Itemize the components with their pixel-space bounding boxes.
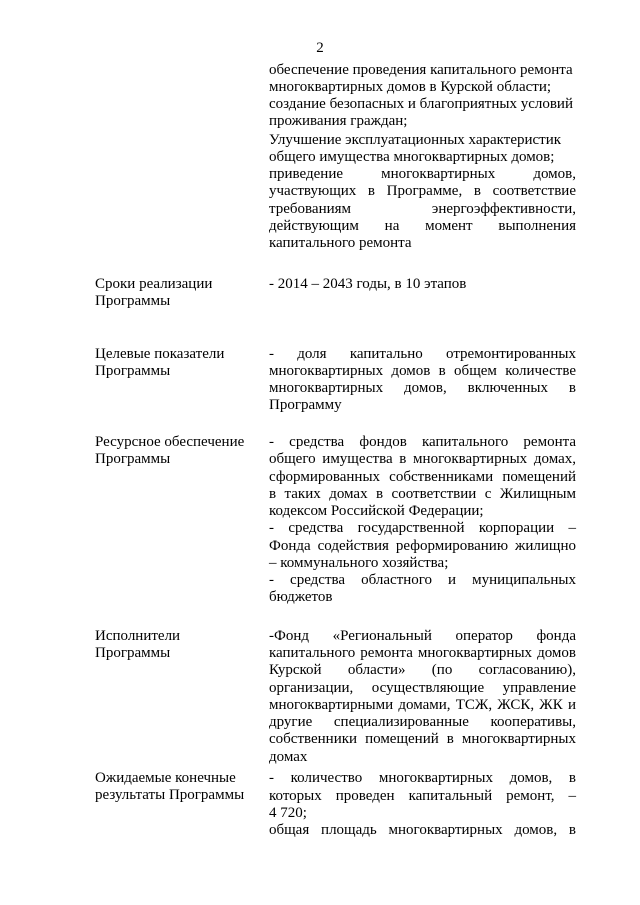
goals-line: общего имущества многоквартирных домов; — [269, 149, 555, 165]
resources-line: бюджетов — [269, 589, 333, 605]
goals-line: действующим на момент выполнения — [269, 218, 576, 234]
label-line: Сроки реализации — [95, 276, 213, 292]
label-line: результаты Программы — [95, 787, 245, 804]
goals-line: приведение многоквартирных домов, — [269, 166, 576, 182]
executors-line: другие специализированные кооперативы, — [269, 714, 576, 730]
resources-line: - средства областного и муниципальных — [269, 572, 576, 588]
executors-line: собственники помещений в многоквартирных — [269, 731, 576, 747]
resources-line: - средства фондов капитального ремонта — [269, 434, 576, 450]
results-line: общая площадь многоквартирных домов, в — [269, 822, 576, 838]
resources-line: – коммунального хозяйства; — [269, 555, 449, 571]
page-number: 2 — [316, 40, 324, 56]
resources-line: Фонда содействия реформированию жилищно — [269, 538, 576, 554]
targets-line: многоквартирных домов, включенных в — [269, 380, 576, 396]
resources-line: в таких домах в соответствии с Жилищным — [269, 486, 576, 502]
goals-line: капитального ремонта — [269, 235, 412, 251]
resources-line: сформированных собственниками помещений — [269, 469, 576, 485]
goals-line: участвующих в Программе, в соответствие — [269, 183, 576, 199]
results-line: - количество многоквартирных домов, в — [269, 770, 576, 786]
results-line: 4 720; — [269, 805, 307, 821]
executors-line: -Фонд «Региональный оператор фонда — [269, 628, 576, 644]
goals-line: требованиям энергоэффективности, — [269, 201, 576, 217]
label-line: Программы — [95, 363, 171, 380]
section-label-targets — [95, 346, 260, 381]
label-line: Исполнители — [95, 628, 181, 644]
label-line: Программы — [95, 293, 171, 310]
goals-line: Улучшение эксплуатационных характеристик — [269, 132, 562, 148]
section-label-results — [95, 770, 260, 805]
goals-line: создание безопасных и благоприятных условий — [269, 96, 573, 112]
executors-line: многоквартирными домами, ТСЖ, ЖСК, ЖК и — [269, 697, 576, 713]
goals-line: проживания граждан; — [269, 113, 408, 129]
executors-line: организации, осуществляющие управление — [269, 680, 576, 696]
results-line: которых проведен капитальный ремонт, – — [269, 788, 576, 804]
targets-line: многоквартирных домов в общем количестве — [269, 363, 576, 379]
goals-line: многоквартирных домов в Курской области; — [269, 79, 552, 95]
label-line: Ресурсное обеспечение — [95, 434, 245, 450]
goals-line: обеспечение проведения капитального ремонта — [269, 62, 573, 78]
targets-line: - доля капитально отремонтированных — [269, 346, 576, 362]
executors-line: Курской области» (по согласованию), — [269, 662, 576, 678]
executors-line: домах — [269, 749, 308, 765]
label-line: Ожидаемые конечные — [95, 770, 236, 786]
resources-line: - средства государственной корпорации – — [269, 520, 576, 536]
label-line: Целевые показатели — [95, 346, 225, 362]
executors-line: капитального ремонта многоквартирных домов — [269, 645, 576, 661]
label-line: Программы — [95, 451, 171, 468]
resources-line: кодексом Российской Федерации; — [269, 503, 484, 519]
section-label-resources — [95, 434, 260, 469]
section-label-executors — [95, 628, 260, 663]
section-label-timeframe — [95, 276, 260, 311]
timeframe-line: - 2014 – 2043 годы, в 10 этапов — [269, 276, 467, 292]
label-line: Программы — [95, 645, 171, 662]
targets-line: Программу — [269, 397, 342, 413]
resources-line: общего имущества в многоквартирных домах, — [269, 451, 576, 467]
